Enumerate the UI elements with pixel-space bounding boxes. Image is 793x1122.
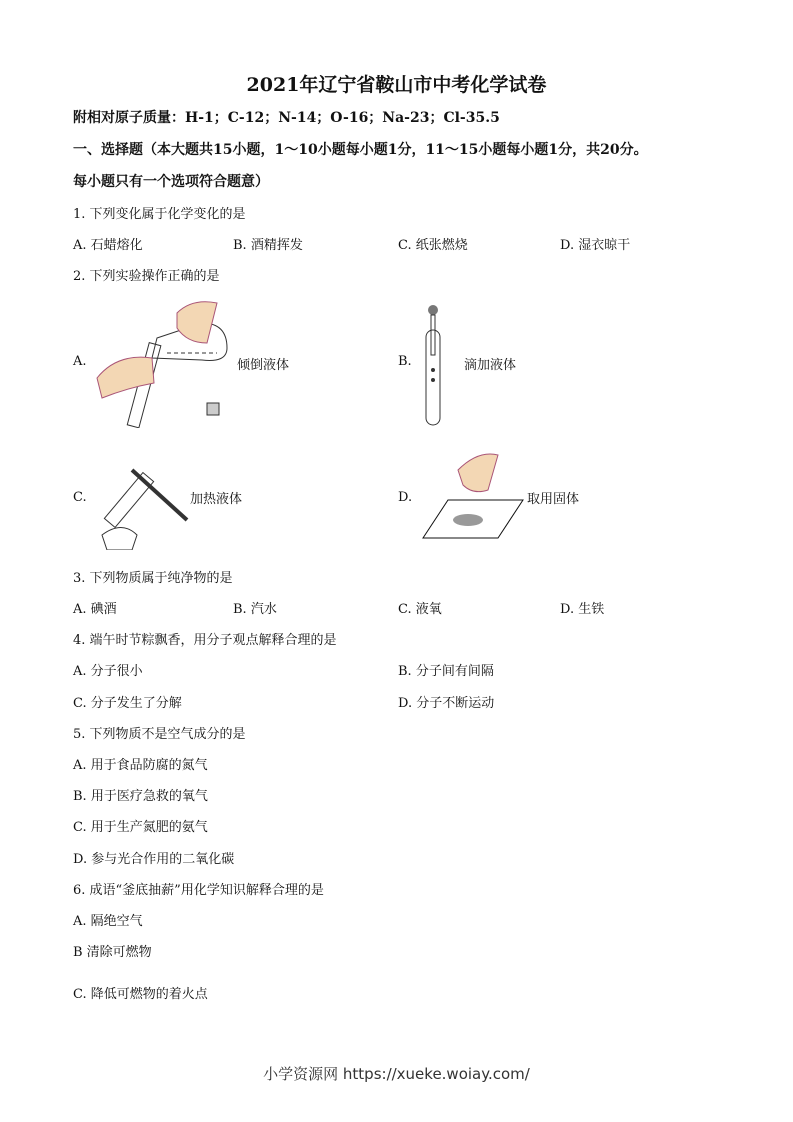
question-4: 4. 端午时节粽飘香，用分子观点解释合理的是 (73, 633, 337, 648)
page-title: 2021年辽宁省鞍山市中考化学试卷 (246, 74, 547, 96)
caption: 滴加液体 (464, 358, 517, 373)
option: A. 分子很小 (73, 664, 143, 679)
option: B. 用于医疗急救的氧气 (73, 789, 208, 804)
dropper-figure (418, 300, 448, 428)
option: B. 酒精挥发 (233, 238, 303, 253)
option: A. (73, 354, 87, 369)
question-5: 5. 下列物质不是空气成分的是 (73, 727, 246, 742)
option: B. 汽水 (233, 602, 277, 617)
heating-liquid-figure (92, 455, 192, 550)
atomic-masses: 附相对原子质量：H-1；C-12；N-14；O-16；Na-23；Cl-35.5 (73, 110, 500, 126)
option: A. 用于食品防腐的氮气 (73, 758, 208, 773)
option: D. 参与光合作用的二氧化碳 (73, 852, 235, 867)
footer-link[interactable]: 小学资源网 https://xueke.woiay.com/ (263, 1065, 530, 1083)
option: B. 分子间有间隔 (398, 664, 494, 679)
taking-solid-figure (418, 450, 528, 542)
option: C. 用于生产氮肥的氨气 (73, 820, 208, 835)
section-heading: 一、选择题（本大题共15小题，1～10小题每小题1分，11～15小题每小题1分，共20分。 (73, 142, 648, 158)
caption: 取用固体 (527, 492, 580, 507)
option: C. (73, 490, 87, 505)
option: B. (398, 354, 412, 369)
question-6: 6. 成语“釜底抽薪”用化学知识解释合理的是 (73, 883, 324, 898)
option: D. 生铁 (560, 602, 605, 617)
question-2: 2. 下列实验操作正确的是 (73, 269, 220, 284)
option: D. 分子不断运动 (398, 696, 495, 711)
option: C. 液氧 (398, 602, 442, 617)
option: C. 分子发生了分解 (73, 696, 182, 711)
caption: 加热液体 (190, 492, 243, 507)
option: C. 纸张燃烧 (398, 238, 468, 253)
option: A. 碘酒 (73, 602, 117, 617)
option: D. (398, 490, 413, 505)
option: D. 湿衣晾干 (560, 238, 631, 253)
option: B 清除可燃物 (73, 945, 152, 960)
option: A. 石蜡熔化 (73, 238, 143, 253)
question-3: 3. 下列物质属于纯净物的是 (73, 571, 233, 586)
option: C. 降低可燃物的着火点 (73, 987, 208, 1002)
option: A. 隔绝空气 (73, 914, 143, 929)
question-1: 1. 下列变化属于化学变化的是 (73, 207, 246, 222)
caption: 倾倒液体 (237, 358, 290, 373)
section-heading-cont: 每小题只有一个选项符合题意） (73, 174, 269, 190)
pouring-liquid-figure (92, 298, 232, 428)
